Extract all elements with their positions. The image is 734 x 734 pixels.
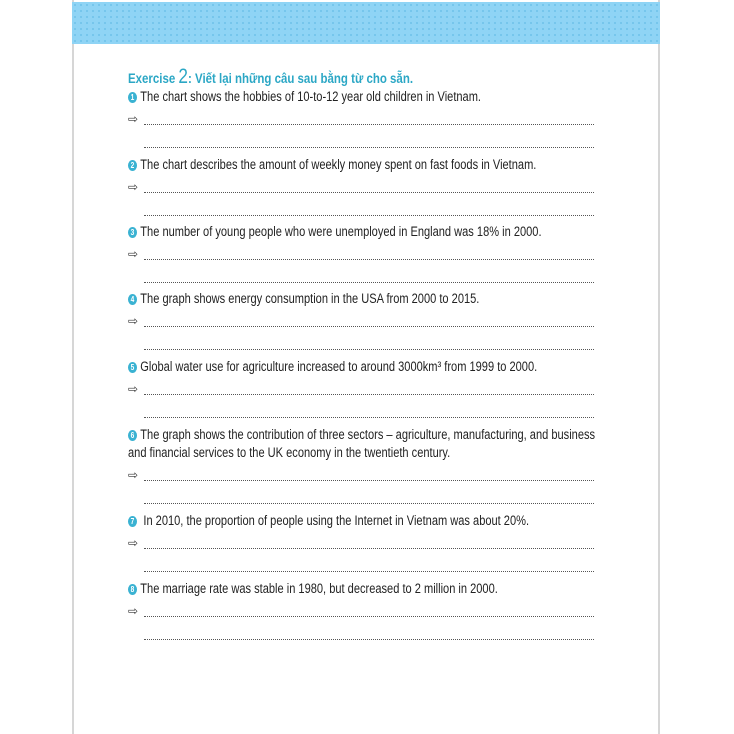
- question-6: [128, 427, 698, 442]
- question-text: The marriage rate was stable in 1980, but decreased to 2 million in 2000.: [140, 581, 498, 596]
- arrow-icon: ⇨: [128, 180, 139, 194]
- arrow-icon: ⇨: [128, 314, 139, 328]
- answer-line-2[interactable]: [144, 282, 594, 283]
- number-badge: 6: [128, 430, 137, 441]
- question-7: [128, 513, 617, 528]
- answer-line-2[interactable]: [144, 639, 594, 640]
- number-badge: 1: [128, 92, 137, 103]
- question-text: The chart describes the amount of weekly money spent on fast foods in Vietnam.: [140, 157, 537, 172]
- answer-line-2[interactable]: [144, 503, 594, 504]
- answer-line-2[interactable]: [144, 349, 594, 350]
- exercise-label: Exercise: [128, 70, 176, 86]
- arrow-icon: ⇨: [128, 382, 139, 396]
- number-badge: 3: [128, 227, 137, 238]
- answer-line-1[interactable]: [144, 326, 594, 327]
- arrow-icon: ⇨: [128, 604, 139, 618]
- question-1: [128, 89, 559, 104]
- question-3: [128, 224, 632, 239]
- answer-line-1[interactable]: [144, 480, 594, 481]
- answer-line-1[interactable]: [144, 548, 594, 549]
- arrow-icon: ⇨: [128, 536, 139, 550]
- exercise-title: [128, 65, 476, 89]
- question-6-continued: [128, 445, 521, 460]
- question-5: [128, 359, 627, 374]
- answer-line-1[interactable]: [144, 394, 594, 395]
- question-text: In 2010, the proportion of people using the Internet in Vietnam was about 20%.: [140, 513, 530, 528]
- question-text: The chart shows the hobbies of 10-to-12 year old children in Vietnam.: [140, 89, 482, 104]
- arrow-icon: ⇨: [128, 247, 139, 261]
- question-2: [128, 157, 626, 172]
- question-8: [128, 581, 579, 596]
- number-badge: 5: [128, 362, 137, 373]
- answer-line-2[interactable]: [144, 571, 594, 572]
- question-text: The number of young people who were unemployed in England was 18% in 2000.: [140, 224, 542, 239]
- question-text: The graph shows energy consumption in the USA from 2000 to 2015.: [140, 291, 480, 306]
- question-text-line2: and financial services to the UK economy in the twentieth century.: [128, 445, 451, 460]
- exercise-number: 2: [178, 65, 189, 88]
- answer-line-2[interactable]: [144, 417, 594, 418]
- answer-line-2[interactable]: [144, 147, 594, 148]
- question-text: The graph shows the contribution of three sectors – agriculture, manufacturing, and business: [140, 427, 596, 442]
- answer-line-1[interactable]: [144, 192, 594, 193]
- question-4: [128, 291, 557, 306]
- answer-line-1[interactable]: [144, 259, 594, 260]
- header-banner: [72, 2, 660, 44]
- answer-line-1[interactable]: [144, 616, 594, 617]
- number-badge: 8: [128, 584, 137, 595]
- answer-line-2[interactable]: [144, 215, 594, 216]
- number-badge: 4: [128, 294, 137, 305]
- exercise-instruction: : Viết lại những câu sau bằng từ cho sẵn.: [188, 70, 414, 86]
- question-text: Global water use for agriculture increased to around 3000km³ from 1999 to 2000.: [140, 359, 538, 374]
- number-badge: 7: [128, 516, 137, 527]
- number-badge: 2: [128, 160, 137, 171]
- arrow-icon: ⇨: [128, 468, 139, 482]
- arrow-icon: ⇨: [128, 112, 139, 126]
- answer-line-1[interactable]: [144, 124, 594, 125]
